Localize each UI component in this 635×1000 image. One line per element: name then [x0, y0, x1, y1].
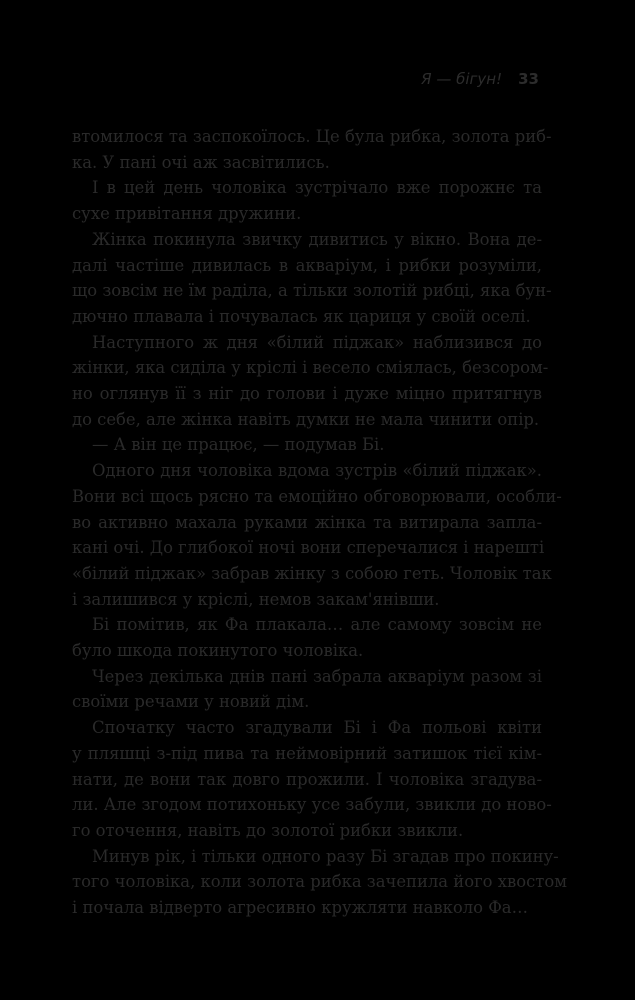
text-line: І в цей день чоловіка зустрічало вже порожнє та — [92, 178, 542, 198]
page-number: 33 — [518, 70, 539, 88]
paragraph — [72, 432, 542, 458]
text-line: Наступного ж дня «білий піджак» наблизився до — [92, 332, 542, 352]
text-line: го оточення, навіть до золотої рибки звикли. — [72, 820, 464, 840]
text-line: Бі помітив, як Фа плакала… але самому зовсім не — [92, 615, 542, 635]
text-line: втомилося та заспокоїлось. Це була рибка, золота риб- — [72, 127, 552, 146]
text-line: нати, де вони так довго прожили. І чоловіка згадува- — [72, 769, 542, 789]
text-line: було шкода покинутого чоловіка. — [72, 641, 364, 661]
paragraph — [72, 330, 549, 433]
text-line: ли. Але згодом потихоньку усе забули, звикли до ново- — [72, 795, 552, 815]
body-text — [72, 124, 567, 921]
text-line: Вони всі щось рясно та емоційно обговорювали, особли- — [72, 486, 562, 506]
paragraph — [72, 124, 552, 175]
text-line: Минув рік, і тільки одного разу Бі згадав про покину- — [92, 846, 559, 866]
text-line: далі частіше дивилась в акваріум, і рибки розуміли, — [72, 255, 542, 275]
text-line: жінки, яка сиділа у кріслі і весело сміялась, безсором- — [72, 358, 549, 378]
text-line: Спочатку часто згадували Бі і Фа польові квіти — [92, 718, 542, 738]
text-line: сухе привітання дружини. — [72, 204, 302, 224]
chapter-title: Я — бігун! — [421, 70, 503, 88]
paragraph — [72, 844, 567, 921]
running-header — [421, 70, 539, 88]
paragraph — [72, 664, 542, 715]
text-line: і почала відверто агресивно кружляти навколо Фа… — [72, 898, 528, 918]
text-line: во активно махала руками жінка та витирала запла- — [72, 512, 542, 532]
text-line: ка. У пані очі аж засвітились. — [72, 152, 330, 172]
text-line: що зовсім не їм раділа, а тільки золотій рибці, яка бун- — [72, 281, 552, 301]
text-line: — А він це працює, — подумав Бі. — [92, 435, 385, 455]
text-line: но оглянув її з ніг до голови і дуже міцно притягнув — [72, 384, 542, 404]
text-line: Жінка покинула звичку дивитись у вікно. Вона де- — [92, 229, 542, 249]
text-line: «білий піджак» забрав жінку з собою геть. Чоловік так — [72, 563, 552, 583]
text-line: того чоловіка, коли золота рибка зачепила його хвостом — [72, 872, 567, 892]
paragraph — [72, 612, 542, 663]
paragraph — [72, 227, 552, 330]
text-line: Одного дня чоловіка вдома зустрів «білий піджак». — [92, 461, 542, 481]
text-line: своїми речами у новий дім. — [72, 692, 310, 712]
text-line: дючно плавала і почувалась як цариця у своїй оселі. — [72, 306, 531, 326]
text-line: і залишився у кріслі, немов закам'янівши. — [72, 589, 440, 609]
text-line: кані очі. До глибокої ночі вони сперечалися і нарешті — [72, 538, 545, 558]
paragraph — [72, 458, 562, 612]
paragraph — [72, 175, 542, 226]
paragraph — [72, 715, 552, 844]
text-line: до себе, але жінка навіть думки не мала чинити опір. — [72, 409, 540, 429]
text-line: Через декілька днів пані забрала акваріум разом зі — [92, 666, 542, 686]
text-line: у пляшці з-під пива та неймовірний затишок тієї кім- — [72, 743, 542, 763]
